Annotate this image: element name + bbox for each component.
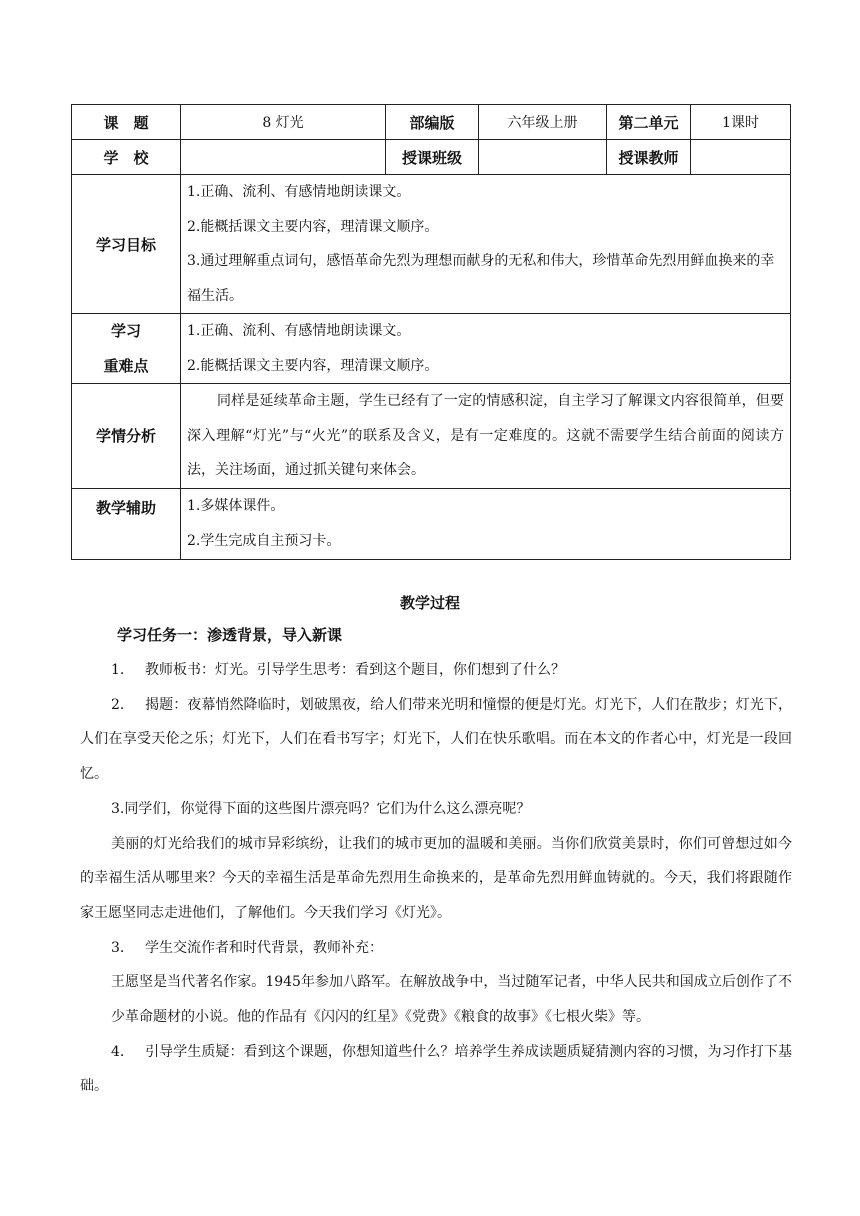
process-title: 教学过程 <box>399 594 460 612</box>
process-body <box>80 653 792 1104</box>
class-value <box>479 140 607 175</box>
paragraph-text: 学生交流作者和时代背景，教师补充： <box>145 939 383 956</box>
key-points-content <box>181 314 791 384</box>
process-paragraph <box>80 1035 792 1104</box>
paragraph-text: 引导学生质疑：看到这个课题，你想知道些什么？培养学生养成读题质疑猜测内容的习惯，为习作打下基础。 <box>80 1043 792 1095</box>
aids-content <box>181 488 791 559</box>
analysis-content <box>181 384 791 489</box>
task-1-heading: 学习任务一：渗透背景，导入新课 <box>117 626 343 644</box>
aid-item: 1.多媒体课件。 <box>187 498 285 514</box>
paragraph-number: 3. <box>111 939 125 956</box>
aid-item: 2.学生完成自主预习卡。 <box>187 532 341 549</box>
paragraph-text: 揭题：夜幕悄然降临时，划破黑夜，给人们带来光明和憧憬的便是灯光。灯光下，人们在散步；灯光下，人们在享受天伦之乐；灯光下，人们在看书写字；灯光下，人们在快乐歌唱。而在本文的作者心中，灯光是一段回忆。 <box>80 696 792 783</box>
process-paragraph: 3.同学们，你觉得下面的这些图片漂亮吗？它们为什么这么漂亮呢？ <box>111 800 531 817</box>
analysis-text: 同样是延续革命主题，学生已经有了一定的情感积淀，自主学习了解课文内容很简单，但要深入理解“灯光”与“火光”的联系及含义，是有一定难度的。这就不需要学生结合前面的阅读方法，关注场面，通过抓关键句来体会。 <box>187 393 784 478</box>
aids-row <box>72 488 791 559</box>
process-paragraph <box>80 931 792 966</box>
objectives-row <box>72 175 791 314</box>
school-value <box>181 140 386 175</box>
paragraph-number: 4. <box>111 1043 125 1060</box>
key-points-label-line1: 学习 <box>110 322 141 340</box>
paragraph-number: 2. <box>111 696 125 713</box>
class-label: 授课班级 <box>386 140 479 175</box>
key-points-label-line2: 重难点 <box>103 356 149 375</box>
aids-label: 教学辅助 <box>72 488 181 559</box>
key-points-label <box>72 314 181 384</box>
process-paragraph <box>80 688 792 792</box>
lesson-label: 课 题 <box>72 105 181 140</box>
unit: 第二单元 <box>607 105 691 140</box>
key-points-row <box>72 314 791 384</box>
objective-item: 1.正确、流利、有感情地朗读课文。 <box>187 184 411 200</box>
key-point-item: 2.能概括课文主要内容，理清课文顺序。 <box>187 357 439 374</box>
objectives-label: 学习目标 <box>72 175 181 314</box>
key-point-item: 1.正确、流利、有感情地朗读课文。 <box>187 323 411 339</box>
teacher-label: 授课教师 <box>607 140 691 175</box>
objective-item: 3.通过理解重点词句，感悟革命先烈为理想而献身的无私和伟大，珍惜革命先烈用鲜血换来的幸福生活。 <box>187 253 775 304</box>
teacher-value <box>691 140 791 175</box>
periods: 1课时 <box>691 105 791 140</box>
process-paragraph: 王愿坚是当代著名作家。1945年参加八路军。在解放战争中，当过随军记者，中华人民共和国成立后创作了不少革命题材的小说。他的作品有《闪闪的红星》《党费》《粮食的故事》《七根火柴》等。 <box>111 974 792 1026</box>
objectives-content <box>181 175 791 314</box>
analysis-row <box>72 384 791 489</box>
grade: 六年级上册 <box>479 105 607 140</box>
lesson-value: 8 灯光 <box>181 105 386 140</box>
school-label: 学 校 <box>72 140 181 175</box>
header-row-1 <box>72 105 791 140</box>
header-row-2 <box>72 140 791 175</box>
process-paragraph: 美丽的灯光给我们的城市异彩缤纷，让我们的城市更加的温暖和美丽。当你们欣赏美景时，你们可曾想过如今的幸福生活从哪里来？今天的幸福生活是革命先烈用生命换来的，是革命先烈用鲜血铸就的。今天，我们将跟随作家王愿坚同志走进他们，了解他们。今天我们学习《灯光》。 <box>80 835 792 921</box>
analysis-label: 学情分析 <box>72 384 181 489</box>
paragraph-text: 教师板书：灯光。引导学生思考：看到这个题目，你们想到了什么？ <box>145 662 565 678</box>
objective-item: 2.能概括课文主要内容，理清课文顺序。 <box>187 218 439 235</box>
process-paragraph <box>80 653 792 688</box>
paragraph-number: 1. <box>111 662 125 678</box>
edition: 部编版 <box>386 105 479 140</box>
lesson-plan-table <box>71 104 791 560</box>
